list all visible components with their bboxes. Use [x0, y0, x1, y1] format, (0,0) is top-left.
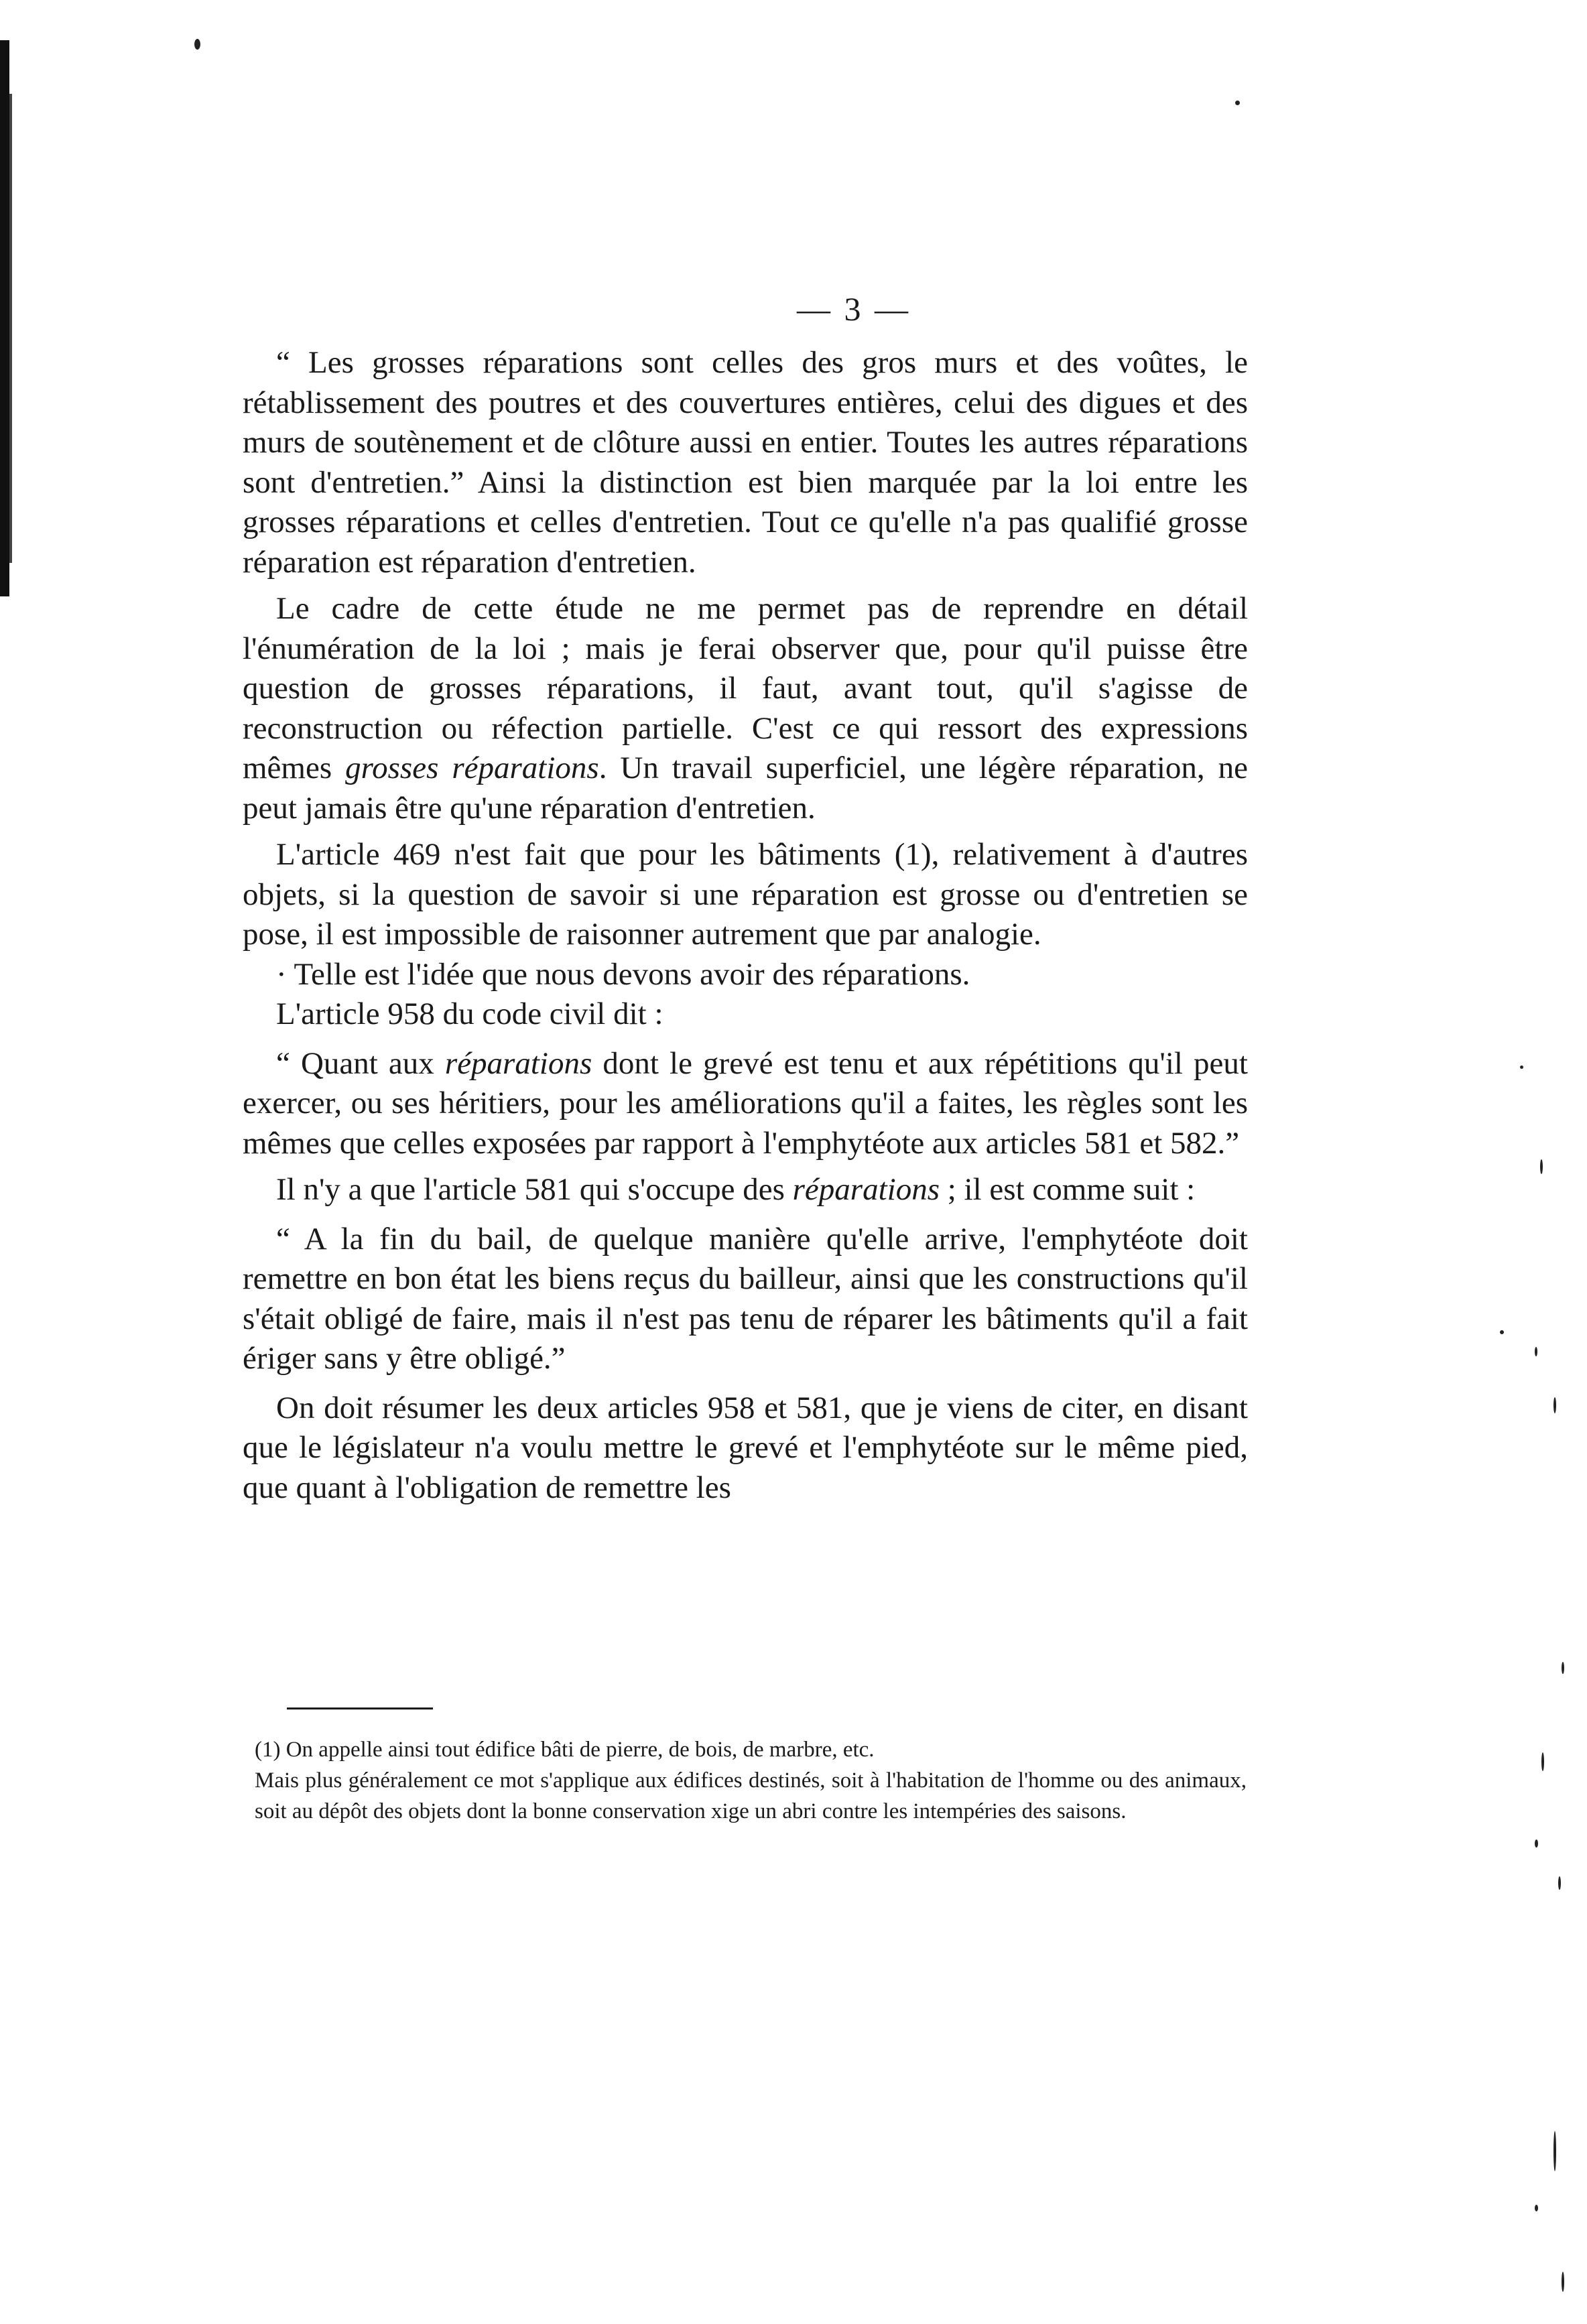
paragraph-resume: On doit résumer les deux articles 958 et 581, que je viens de citer, en disant que le législateur n'a voulu mettre le grevé et l'emphytéote sur le même pied, que quant à l'obligation de remettre les	[243, 1390, 1248, 1505]
footnote-divider	[287, 1707, 433, 1709]
body-text	[243, 343, 1248, 1508]
footnote-1: (1) On appelle ainsi tout édifice bâti de pierre, de bois, de marbre, etc.	[255, 1738, 875, 1762]
scan-speck	[1553, 2131, 1556, 2171]
scan-speck	[1541, 1752, 1544, 1771]
scan-speck	[194, 39, 200, 50]
paragraph-cadre: Le cadre de cette étude ne me permet pas de reprendre en détail l'énumération de la loi ; mais je ferai observer que, pour qu'il puisse être question de grosses réparations, il faut, avant tout, qu'il s'agisse de reconstruction ou réfection partielle. C'est ce qui ressort des expressions mêmes grosses réparations. Un travail superficiel, une légère réparation, ne peut jamais être qu'une réparation d'entretien.	[243, 591, 1248, 826]
scan-speck	[1520, 1066, 1523, 1069]
paragraph-definition: “ Les grosses réparations sont celles des gros murs et des voûtes, le rétablissement des poutres et des couvertures entières, celui des digues et des murs de soutènement et de clôture aussi en entier. Toutes les autres réparations sont d'entretien.” Ainsi la distinction est bien marquée par la loi entre les grosses réparations et celles d'entretien. Tout ce qu'elle n'a pas qualifié grosse réparation est réparation d'entretien.	[243, 345, 1248, 580]
scan-speck	[1235, 101, 1240, 105]
scan-speck	[1553, 1397, 1556, 1413]
footnotes	[255, 1734, 1247, 1827]
scan-speck	[1540, 1159, 1543, 1174]
paragraph-article-958-intro: L'article 958 du code civil dit :	[276, 996, 663, 1031]
scan-speck	[1562, 1662, 1564, 1674]
footnote-1-continuation: Mais plus généralement ce mot s'applique aux édifices destinés, soit à l'habitation de l'homme ou des animaux, soit au dépôt des objets dont la bonne conservation xige un abri contre les intempéries des saisons.	[255, 1768, 1247, 1823]
paragraph-idee: · Telle est l'idée que nous devons avoir des réparations.	[276, 956, 970, 992]
scan-speck	[1535, 1839, 1538, 1848]
scan-speck	[1562, 2272, 1564, 2292]
scan-speck	[1535, 1347, 1537, 1356]
scan-binding-shadow	[9, 94, 12, 563]
paragraph-article-581-intro: Il n'y a que l'article 581 qui s'occupe des réparations ; il est comme suit :	[276, 1172, 1196, 1207]
quote-article-958: “ Quant aux réparations dont le grevé est tenu et aux répétitions qu'il peut exercer, ou ses héritiers, pour les améliorations qu'il a faites, les règles sont les mêmes que celles exposées par rapport à l'emphytéote aux articles 581 et 582.”	[243, 1045, 1248, 1161]
page-number: — 3 —	[797, 290, 911, 328]
scan-speck	[1558, 1876, 1561, 1890]
scan-speck	[1535, 2205, 1538, 2211]
paragraph-article-469: L'article 469 n'est fait que pour les bâtiments (1), relativement à d'autres objets, si la question de savoir si une réparation est grosse ou d'entretien se pose, il est impossible de raisonner autrement que par analogie.	[243, 837, 1248, 952]
scan-speck	[1500, 1330, 1504, 1334]
quote-article-581: “ A la fin du bail, de quelque manière qu'elle arrive, l'emphytéote doit remettre en bon état les biens reçus du bailleur, ainsi que les constructions qu'il s'était obligé de faire, mais il n'est pas tenu de réparer les bâtiments qu'il a fait ériger sans y être obligé.”	[243, 1221, 1248, 1376]
